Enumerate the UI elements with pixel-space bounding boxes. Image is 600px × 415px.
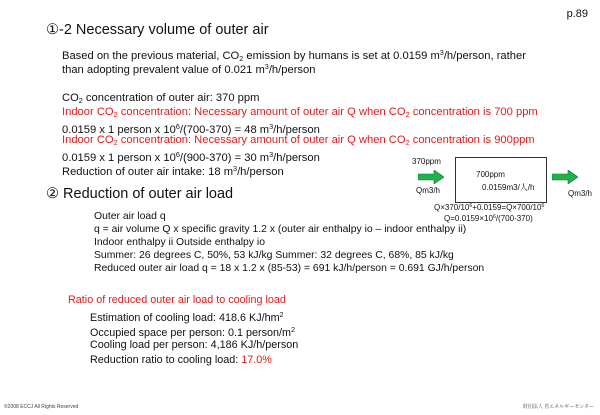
section2-title: ② Reduction of outer air load <box>46 186 234 202</box>
outflow-volume-label: Qm3/h <box>568 189 593 198</box>
intake-reduction: Reduction of outer air intake: 18 $m^3/h$/person <box>62 164 284 178</box>
section1-title: ①-2 Necessary volume of outer air <box>46 22 269 38</box>
case-900-heading: Indoor $CO_2$ concentration: Necessary amount of outer air Q when $CO_2$ concentration is 900ppm <box>62 134 535 147</box>
outer-air-concentration: $CO_2$ concentration of outer air: 370 ppm <box>62 92 260 105</box>
reduction-ratio-value: 17.0% <box>241 354 272 366</box>
inflow-arrow-icon <box>418 170 444 184</box>
room-box <box>455 157 547 203</box>
load-line-4: Summer: 26 degrees C, 50%, 53 kJ/kg Summer: 32 degrees C, 68%, 85 kJ/kg <box>94 250 454 261</box>
solved-equation: $Q=0.0159\times 10^6/(700-370)$ <box>444 214 533 223</box>
cooling-load-estimate: Estimation of cooling load: 418.6 $KJ/hm^2$ <box>90 311 284 324</box>
inflow-volume-label: Qm3/h <box>416 186 441 195</box>
room-concentration-label: 700ppm <box>476 170 505 179</box>
copyright: ©2008 ECCJ All Rights Reserved <box>4 404 79 410</box>
organization-logo-text: 財団法人 省エネルギーセンター <box>522 404 594 410</box>
ratio-title: Ratio of reduced outer air load to cooling load <box>68 294 286 306</box>
outflow-arrow-icon <box>552 170 578 184</box>
page-number: p.89 <box>566 8 588 20</box>
occupied-space: Occupied space per person: 0.1 person/$m^2$ <box>90 326 295 339</box>
load-line-3: Indoor enthalpy ii Outside enthalpy io <box>94 237 265 248</box>
cooling-load-per-person: Cooling load per person: 4,186 KJ/h/person <box>90 339 299 351</box>
case-700-heading: Indoor $CO_2$ concentration: Necessary amount of outer air Q when $CO_2$ concentration is 700 ppm <box>62 106 538 119</box>
inflow-concentration-label: 370ppm <box>412 157 441 166</box>
load-line-5: Reduced outer air load q = 18 x 1.2 x (85-53) = 691 kJ/h/person = 0.691 GJ/h/person <box>94 263 485 274</box>
intro-line-2: than adopting prevalent value of 0.021 $m^3/h$/person <box>62 62 316 76</box>
case-700-calculation: 0.0159 x 1 person x $10^6/(700-370) = 48$ $m^3/h$/person <box>62 122 320 136</box>
balance-equation: $Q\times 370/10^6+0.0159=Q\times 700/10^6$ <box>434 203 545 212</box>
intro-line-1: Based on the previous material, $CO_2$ emission by humans is set at 0.0159 $m^3/h$/person, rather <box>62 48 526 63</box>
load-line-1: Outer air load q <box>94 211 166 222</box>
reduction-ratio: Reduction ratio to cooling load: 17.0% <box>90 354 272 366</box>
load-line-2: q = air volume Q x specific gravity 1.2 x (outer air enthalpy io – indoor enthalpy ii) <box>94 224 467 235</box>
room-emission-label: 0.0159m3/人/h <box>482 183 535 192</box>
case-900-calculation: 0.0159 x 1 person x $10^6/(900-370) = 30$ $m^3/h$/person <box>62 150 320 164</box>
